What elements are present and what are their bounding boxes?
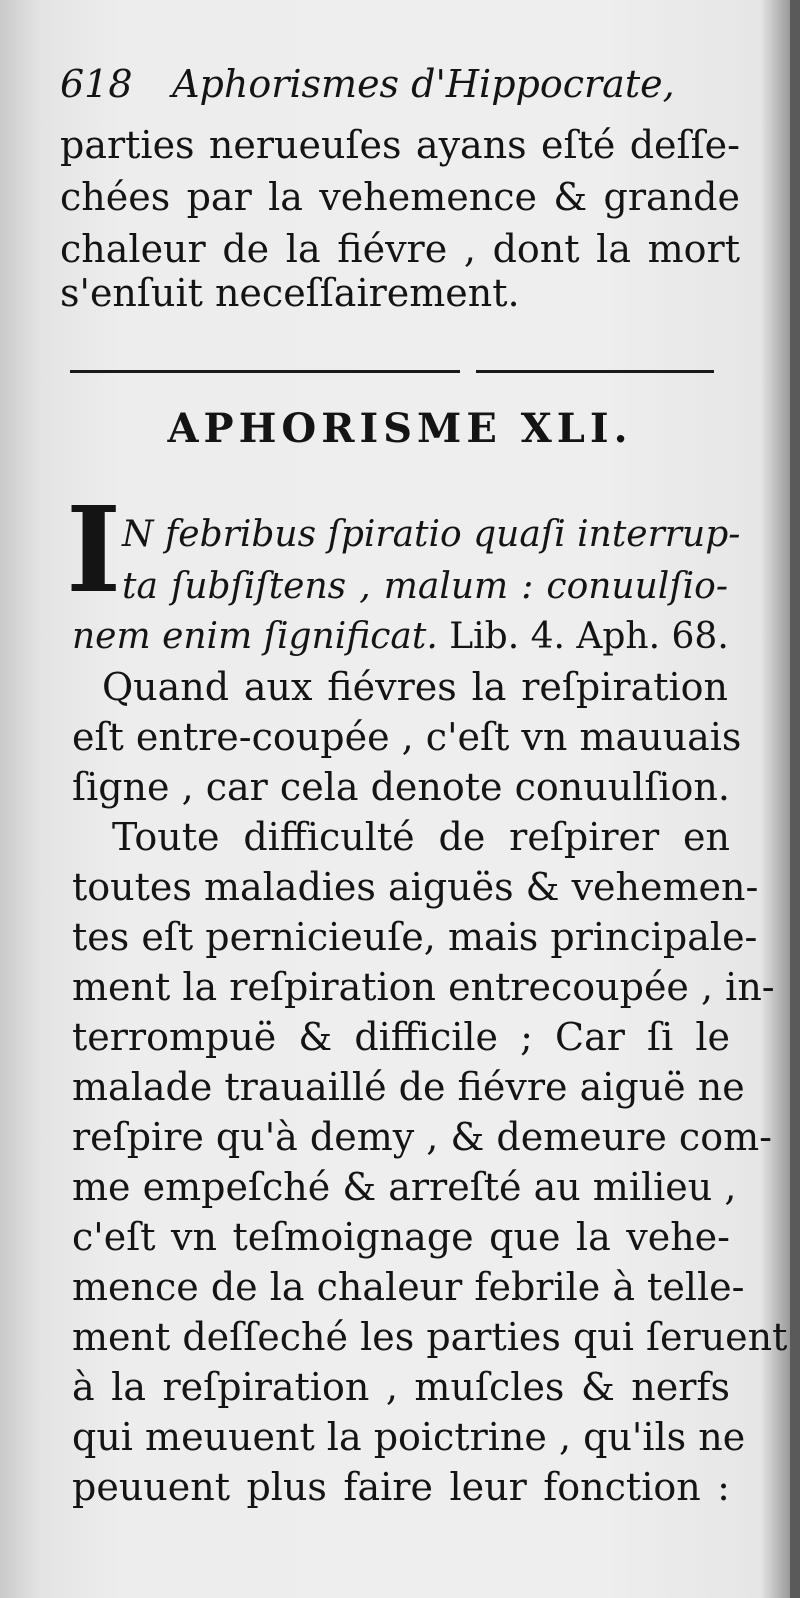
text-line: ment la reſpiration entrecoupée , in- bbox=[72, 965, 775, 1009]
aphorism-heading: APHORISME XLI. bbox=[167, 405, 633, 452]
running-title: Aphorismes d'Hippocrate, bbox=[172, 62, 675, 106]
text-line: ſigne , car cela denote conuulſion. bbox=[72, 765, 730, 809]
page-number: 618 bbox=[60, 62, 133, 106]
text-line: chées par la vehemence & grande bbox=[60, 175, 740, 219]
running-header bbox=[60, 62, 740, 112]
text-line: parties nerueuſes ayans eſté deſſe- bbox=[60, 123, 740, 167]
text-line: Toute difficulté de reſpirer en bbox=[112, 815, 730, 859]
text-line: malade trauaillé de fiévre aiguë ne bbox=[72, 1065, 745, 1109]
text-line: eſt entre-coupée , c'eſt vn mauuais bbox=[72, 715, 742, 759]
text-line: Quand aux fiévres la reſpiration bbox=[102, 665, 728, 709]
text-line: c'eſt vn teſmoignage que la vehe- bbox=[72, 1215, 730, 1259]
latin-line: ta ſubſiſtens , malum : conuulſio- bbox=[122, 566, 728, 607]
section-divider-right bbox=[476, 370, 714, 373]
drop-cap: I bbox=[66, 480, 122, 619]
text-line: peuuent plus faire leur fonction : bbox=[72, 1465, 730, 1509]
text-line: ment deſſeché les parties qui ſeruent bbox=[72, 1315, 788, 1359]
text-line: qui meuuent la poictrine , qu'ils ne bbox=[72, 1415, 746, 1459]
latin-text: nem enim ſignificat. bbox=[72, 616, 438, 657]
text-line: à la reſpiration , muſcles & nerfs bbox=[72, 1365, 730, 1409]
text-line: s'enſuit neceſſairement. bbox=[60, 271, 520, 315]
text-line: chaleur de la fiévre , dont la mort bbox=[60, 227, 740, 271]
text-line: reſpire qu'à demy , & demeure com- bbox=[72, 1115, 772, 1159]
latin-line-with-reference bbox=[72, 612, 728, 662]
text-line: me empeſché & arreſté au milieu , bbox=[72, 1165, 737, 1209]
page-edge-shadow bbox=[790, 0, 800, 1598]
text-line: terrompuë & difficile ; Car ſi le bbox=[72, 1015, 730, 1059]
text-line: tes eſt pernicieuſe, mais principale- bbox=[72, 915, 758, 959]
aphorism-reference: Lib. 4. Aph. 68. bbox=[449, 616, 729, 657]
text-line: toutes maladies aiguës & vehemen- bbox=[72, 865, 759, 909]
text-line: mence de la chaleur febrile à telle- bbox=[72, 1265, 745, 1309]
section-divider-left bbox=[70, 370, 460, 373]
latin-line: N febribus ſpiratio quaſi interrup- bbox=[122, 514, 741, 555]
